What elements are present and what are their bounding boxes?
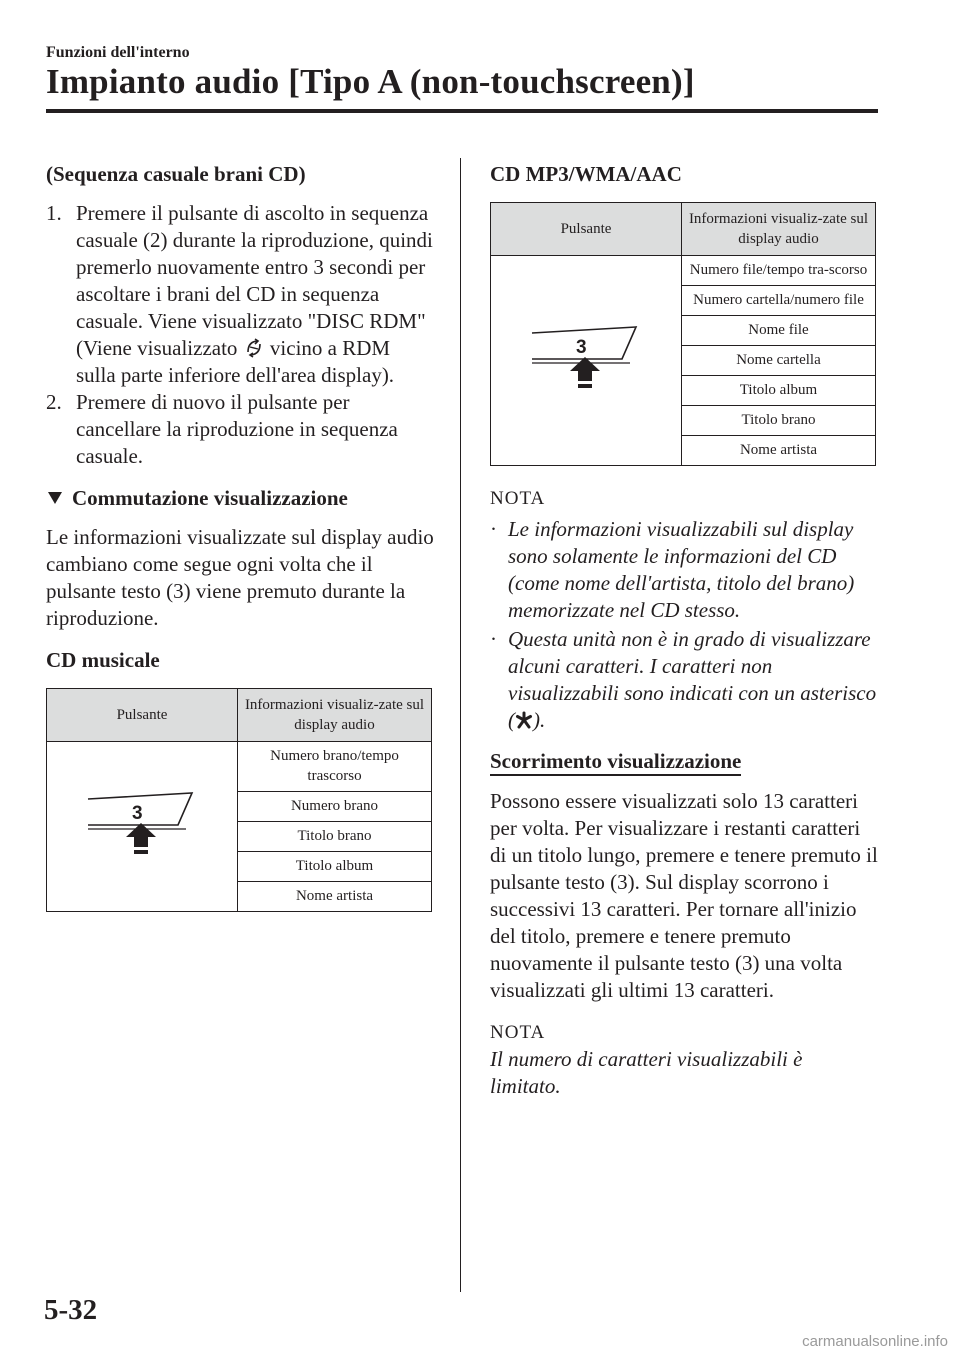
nota-label: NOTA [490, 488, 546, 509]
info-cell: Nome artista [238, 882, 432, 912]
header-button: Pulsante [47, 689, 238, 742]
table-row [47, 742, 432, 792]
text-button-3-icon [530, 323, 642, 397]
nota2-text: Il numero di caratteri visualizzabili è limitato. [490, 1047, 803, 1098]
step-number: 1. [46, 201, 62, 225]
watermark: carmanualsonline.info [802, 1333, 948, 1350]
scroll-body: Possono essere visualizzati solo 13 caratteri per volta. Per visualizzare i restanti caratteri di un titolo lungo, premere e tenere premuto il pulsante testo (3). Sul display scorrono i successivi 13 caratteri. Per tornare all'inizio del titolo, premere e tenere premuto nuovamente il pulsante testo (3) una volta visualizzati gli ultimi 13 caratteri. [490, 789, 878, 1002]
nota2-label: NOTA [490, 1022, 546, 1043]
section-label: Funzioni dell'interno [46, 44, 190, 61]
switch-body: Le informazioni visualizzate sul display audio cambiano come segue ogni volta che il pulsante testo (3) viene premuto durante la riproduzione. [46, 525, 434, 630]
button-number: 3 [576, 337, 587, 358]
step-2 [46, 389, 434, 470]
info-cell: Titolo brano [682, 406, 876, 436]
info-cell: Nome cartella [682, 346, 876, 376]
info-cell: Numero file/tempo tra-scorso [682, 256, 876, 286]
cd-music-table [46, 688, 432, 912]
switch-heading [46, 484, 434, 512]
switch-heading-text: Commutazione visualizzazione [72, 486, 348, 510]
left-column [46, 160, 434, 912]
info-cell: Titolo album [682, 376, 876, 406]
table-header-row [491, 203, 876, 256]
scroll-heading: Scorrimento visualizzazione [490, 748, 741, 776]
info-cell: Numero brano [238, 792, 432, 822]
page-number: 5-32 [44, 1294, 98, 1326]
right-column [490, 160, 878, 1100]
step-text [76, 200, 434, 389]
step-text-part: Premere il pulsante di ascolto in sequenza casuale (2) durante la riproduzione, quindi premerlo nuovamente entro 3 secondi per ascoltare i brani del CD in sequenza casuale. Viene visualizzato "DISC RDM" (Viene visualizzato [76, 201, 433, 360]
info-cell: Titolo brano [238, 822, 432, 852]
info-cell: Nome file [682, 316, 876, 346]
step-number: 2. [46, 390, 62, 414]
button-cell [47, 742, 238, 912]
info-cell: Titolo album [238, 852, 432, 882]
random-steps [46, 200, 434, 470]
header-button: Pulsante [491, 203, 682, 256]
info-cell: Numero brano/tempo trascorso [238, 742, 432, 792]
note-text-part: Questa unità non è in grado di visualizzare alcuni caratteri. I caratteri non visualizzabili sono indicati con un asterisco ( [508, 627, 877, 732]
text-button-3-icon [86, 789, 198, 863]
button-cell [491, 256, 682, 466]
note-text-part: ). [533, 708, 546, 732]
page-title: Impianto audio [Tipo A (non-touchscreen)] [46, 62, 695, 101]
cd-mp3-table [490, 202, 876, 466]
note-item [490, 626, 878, 734]
note-item [490, 516, 878, 624]
info-cell: Nome artista [682, 436, 876, 466]
asterisk-icon [515, 711, 533, 729]
column-divider [460, 158, 461, 1292]
cd-mp3-heading: CD MP3/WMA/AAC [490, 162, 682, 186]
cd-music-heading: CD musicale [46, 648, 160, 672]
step-text: Premere di nuovo il pulsante per cancellare la riproduzione in sequenza casuale. [76, 390, 398, 468]
header-info: Informazioni visualiz-zate sul display audio [682, 203, 876, 256]
table-header-row [47, 689, 432, 742]
table-row [491, 256, 876, 286]
info-cell: Numero cartella/numero file [682, 286, 876, 316]
bullet-dot: · [490, 517, 497, 541]
random-play-icon [245, 338, 263, 358]
triangle-bullet-icon [48, 492, 62, 504]
step-text-part: vicino a RDM sulla parte inferiore dell'area display). [76, 336, 395, 387]
title-rule [46, 109, 878, 113]
random-heading: (Sequenza casuale brani CD) [46, 162, 306, 186]
note-text: Le informazioni visualizzabili sul display sono solamente le informazioni del CD (come nome dell'artista, titolo del brano) memorizzate nel CD stesso. [508, 517, 855, 622]
nota-list [490, 516, 878, 734]
bullet-dot: · [490, 627, 497, 651]
step-1 [46, 200, 434, 389]
button-number: 3 [132, 803, 143, 824]
note-text [508, 626, 878, 734]
header-info: Informazioni visualiz-zate sul display audio [238, 689, 432, 742]
